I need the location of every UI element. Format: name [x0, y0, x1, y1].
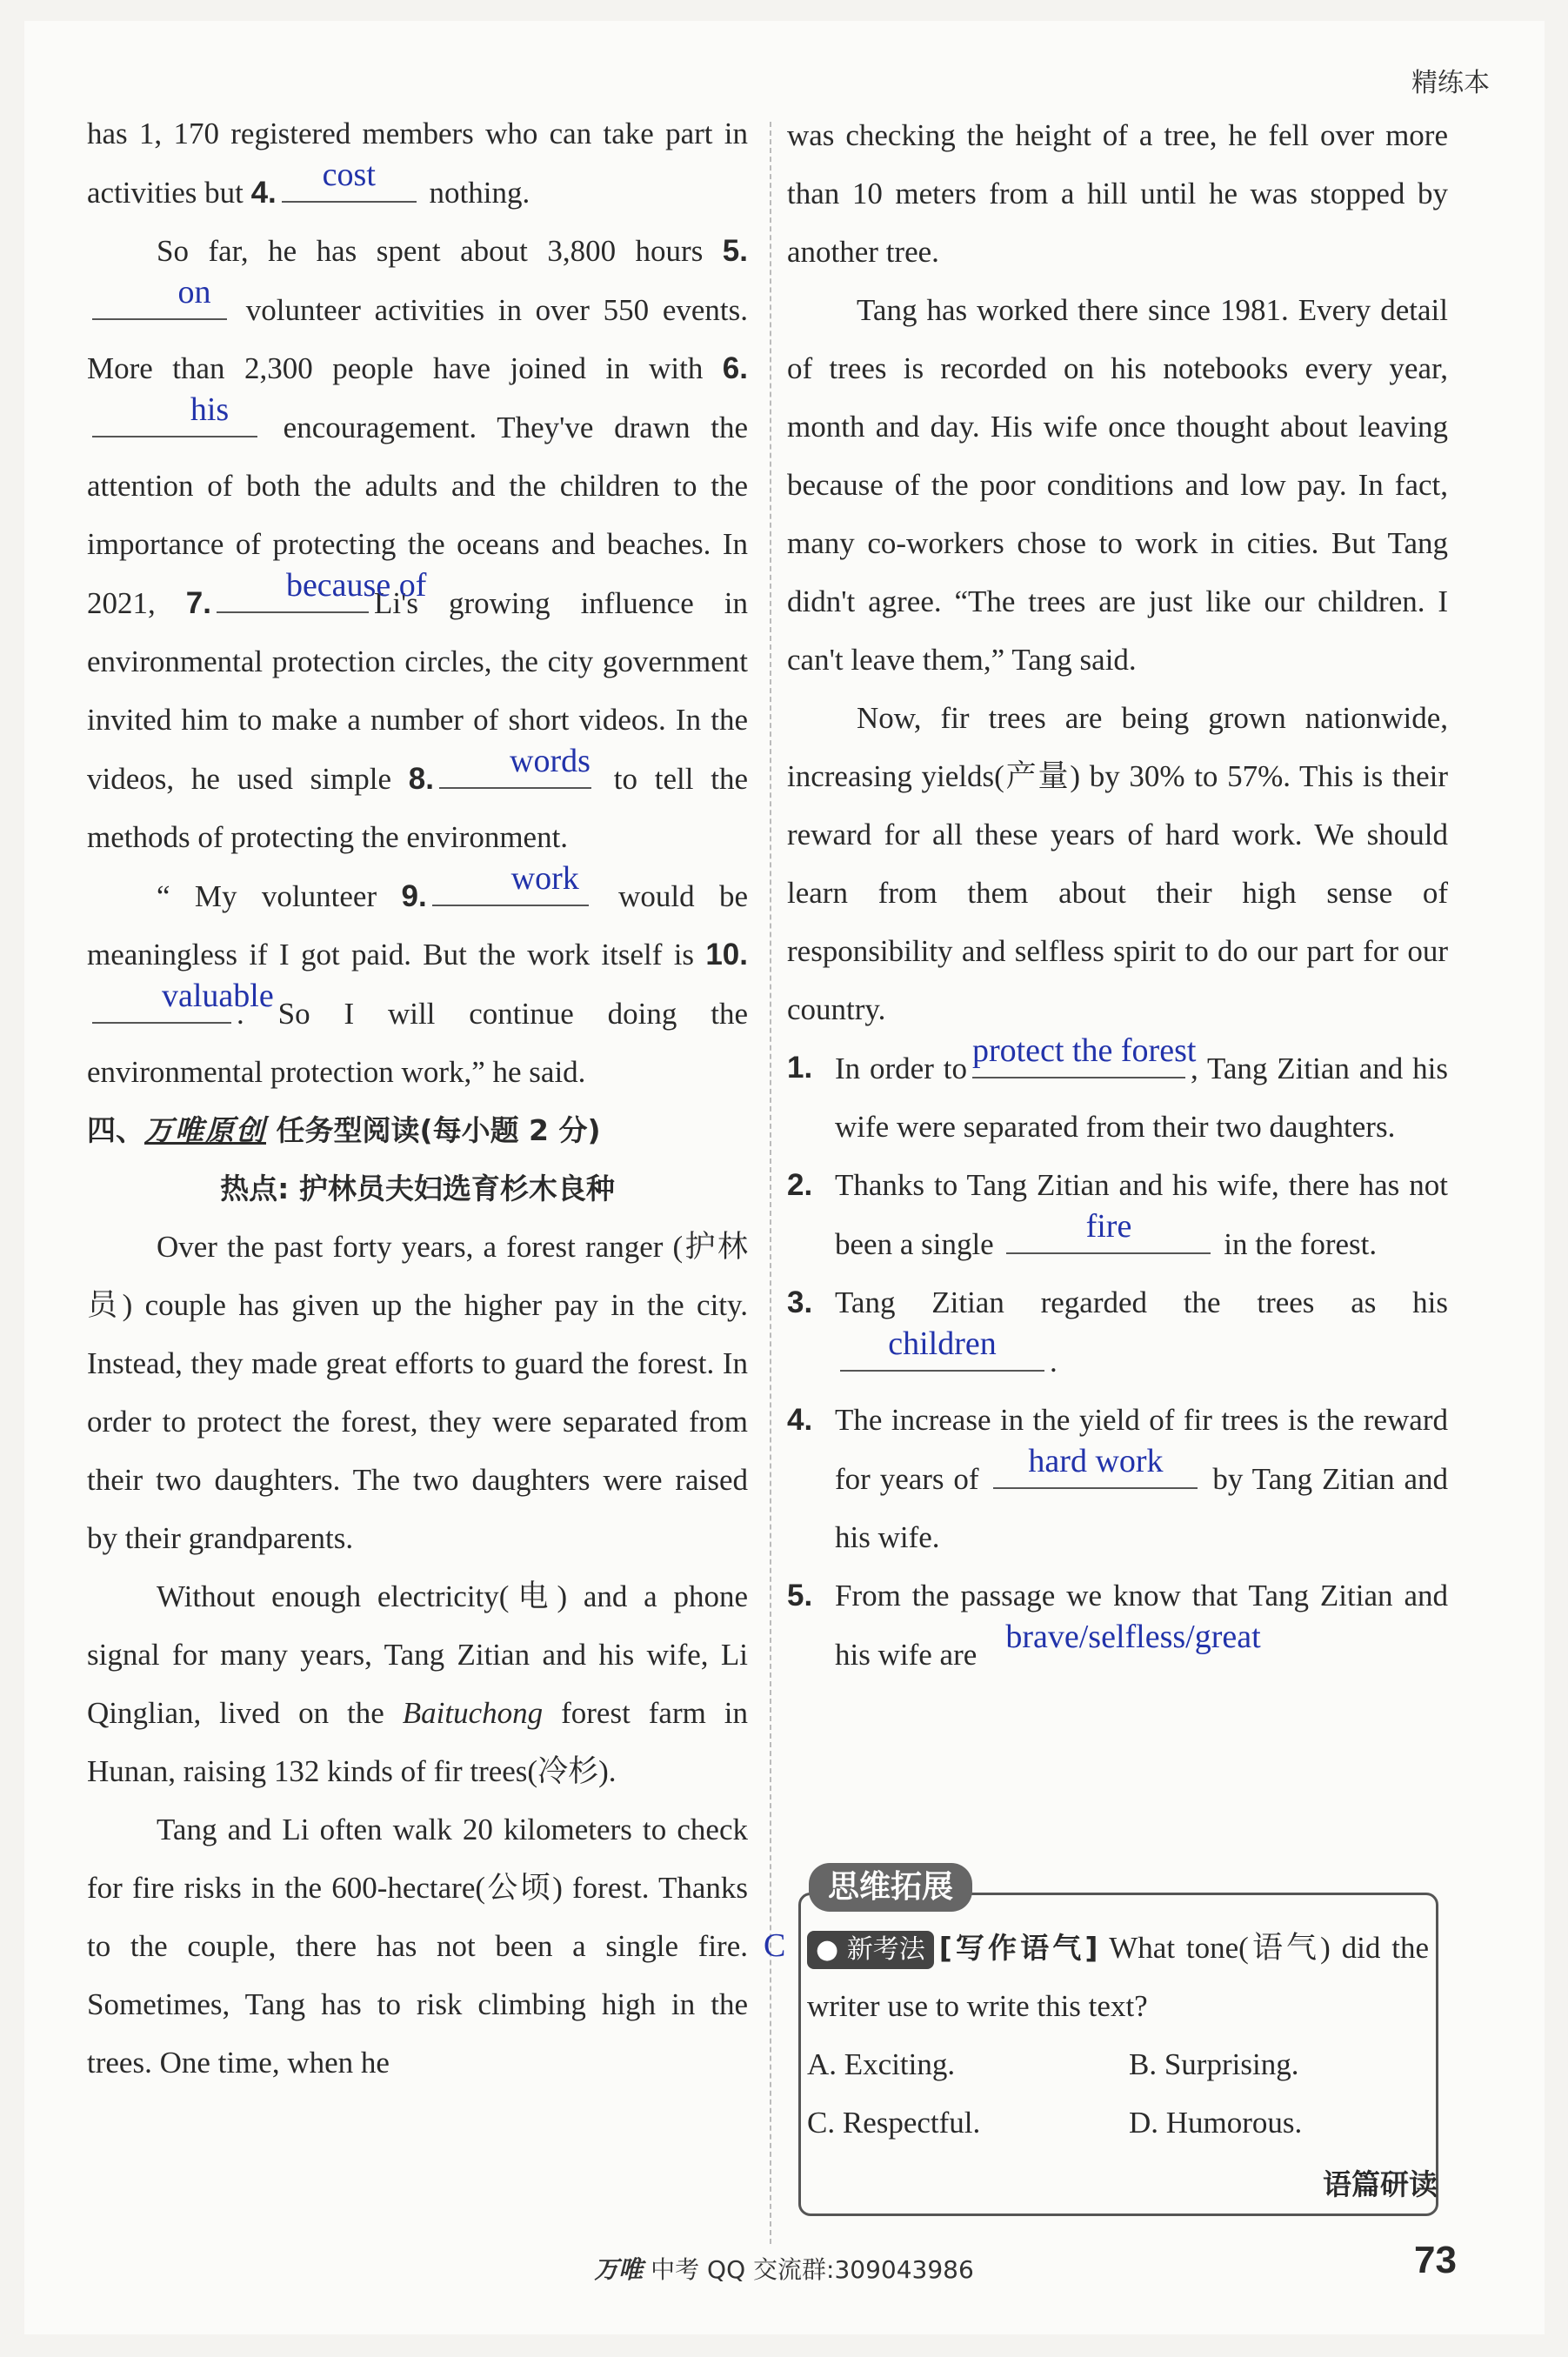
footer-brand: 万唯 [594, 2255, 644, 2284]
question-number: 6. [722, 351, 748, 385]
handwritten-answer: children [888, 1325, 997, 1362]
extension-box-title: 思维拓展 [809, 1863, 972, 1912]
paragraph: So far, he has spent about 3,800 hours 5. on volunteer activities in over 550 events. More than 2,300 people have joined in with 6. his encouragement. They've drawn the attention of both the adults and the children to the importance of protecting the oceans and beaches. In 2021, 7. because of Li's growing influence in environmental protection circles, the city government invited him to make a number of short videos. In the videos, he used simple 8. words to tell the methods of protecting the environment. [87, 234, 748, 854]
answer-blank[interactable] [840, 1325, 1044, 1372]
option-a[interactable]: A. Exciting. [807, 2047, 956, 2081]
question-item: 5. From the passage we know that Tang Zitian and his wife are brave/selfless/great [787, 1566, 1448, 1684]
handwritten-answer: valuable [162, 978, 274, 1014]
handwritten-answer: his [190, 391, 230, 428]
question-number: 4. [250, 176, 277, 210]
answer-blank[interactable] [439, 743, 591, 789]
handwritten-answer: brave/selfless/great [1005, 1619, 1261, 1655]
paragraph: has 1, 170 registered members who can take part in activities but 4. cost nothing. [87, 117, 748, 210]
question-number: 9. [401, 879, 427, 913]
footer-text: 中考 QQ 交流群:309043986 [643, 2255, 974, 2284]
handwritten-answer: fire [1085, 1208, 1132, 1245]
option-c[interactable]: C. Respectful. [807, 2106, 981, 2140]
topic-heading: 热点: 护林员夫妇选育杉木良种 [220, 1172, 615, 1205]
handwritten-choice-answer: C [764, 1927, 786, 1964]
question-number: 5. [787, 1579, 813, 1613]
paragraph: Now, fir trees are being grown nationwide, increasing yields(产量) by 30% to 57%. This is their reward for all these years of hard work. We should learn from them about their high sense of responsibility and selfless spirit to do our part for our country. [787, 701, 1448, 1026]
extension-question: ● 新考法 [写作语气] What tone(语气) did the writer use to write this text? A. Exciting. B. Surprising. C. Respectful. D. Humorous. [807, 1919, 1429, 2152]
brand-tag: 万唯原创 [144, 1113, 266, 1147]
answer-blank[interactable] [993, 1443, 1198, 1489]
handwritten-answer: words [510, 743, 591, 779]
extension-box-footer: 语篇研读 [1323, 2167, 1438, 2201]
question-number: 7. [185, 586, 211, 620]
question-item: 3. Tang Zitian regarded the trees as his children . [787, 1273, 1448, 1391]
question-number: 3. [787, 1285, 813, 1319]
paragraph: Tang and Li often walk 20 kilometers to check for fire risks in the 600-hectare(公顷) forest. Thanks to the couple, there has not been a single fire. Sometimes, Tang has to risk climbing high in the trees. One time, when he [87, 1813, 748, 2080]
new-method-tag: ● 新考法 [807, 1931, 934, 1969]
answer-blank[interactable] [92, 391, 257, 437]
handwritten-answer: protect the forest [971, 1032, 1197, 1069]
lightbulb-icon: ● [816, 1934, 839, 1965]
section-heading: 四、万唯原创 任务型阅读(每小题 2 分) [87, 1113, 601, 1147]
question-type-label: [写作语气] [938, 1931, 1098, 1965]
answer-blank[interactable] [217, 567, 427, 613]
question-number: 10. [705, 938, 748, 972]
option-d[interactable]: D. Humorous. [1129, 2106, 1303, 2140]
options-grid [807, 2035, 1429, 2152]
question-item: 4. The increase in the yield of fir trees is the reward for years of hard work by Tang Zitian and his wife. [787, 1391, 1448, 1566]
answer-blank[interactable] [92, 978, 274, 1024]
question-number: 1. [787, 1051, 813, 1085]
question-item: 1. In order to protect the forest , Tang Zitian and his wife were separated from their two daughters. [787, 1038, 1448, 1156]
handwritten-answer: work [510, 860, 579, 897]
left-column [87, 104, 748, 2092]
page-header-label: 精练本 [1411, 68, 1490, 98]
question-number: 4. [787, 1403, 813, 1437]
answer-blank[interactable] [432, 860, 589, 906]
answer-blank[interactable] [971, 1032, 1197, 1078]
paragraph: Tang has worked there since 1981. Every detail of trees is recorded on his notebooks every year, month and day. His wife once thought about leaving because of the poor conditions and low pay. In fact, many co-workers chose to work in cities. But Tang didn't agree. “The trees are just like our children. I can't leave them,” Tang said. [787, 293, 1448, 677]
handwritten-answer: because of [285, 567, 427, 604]
option-b[interactable]: B. Surprising. [1129, 2047, 1299, 2081]
paragraph: Over the past forty years, a forest ranger (护林员) couple has given up the higher pay in the city. Instead, they made great efforts to guard the forest. In order to protect the forest, they were separated from their two daughters. The two daughters were raised by their grandparents. [87, 1230, 748, 1555]
paragraph: Without enough electricity(电) and a phone signal for many years, Tang Zitian and his wife, Li Qinglian, lived on the Baituchong forest farm in Hunan, raising 132 kinds of fir trees(冷杉). [87, 1579, 748, 1788]
page-number: 73 [1414, 2239, 1457, 2281]
column-divider [770, 122, 771, 2244]
question-item: 2. Thanks to Tang Zitian and his wife, there has not been a single fire in the forest. [787, 1156, 1448, 1273]
paragraph: “ My volunteer 9. work would be meaningless if I got paid. But the work itself is 10. valuable . So I will continue doing the environmental protection work,” he said. [87, 860, 748, 1089]
handwritten-answer: on [177, 274, 211, 310]
answer-blank[interactable] [282, 157, 417, 203]
question-number: 5. [722, 234, 748, 268]
handwritten-answer: hard work [1028, 1443, 1164, 1479]
question-number: 2. [787, 1168, 813, 1202]
right-column [787, 106, 1448, 1684]
paragraph: was checking the height of a tree, he fell over more than 10 meters from a hill until he was stopped by another tree. [787, 118, 1448, 269]
question-number: 8. [408, 762, 434, 796]
handwritten-answer: cost [322, 157, 376, 193]
page-footer [0, 2251, 1568, 2286]
answer-blank[interactable] [92, 274, 227, 320]
answer-blank[interactable] [1006, 1208, 1211, 1254]
answer-blank[interactable] [990, 1619, 1277, 1665]
